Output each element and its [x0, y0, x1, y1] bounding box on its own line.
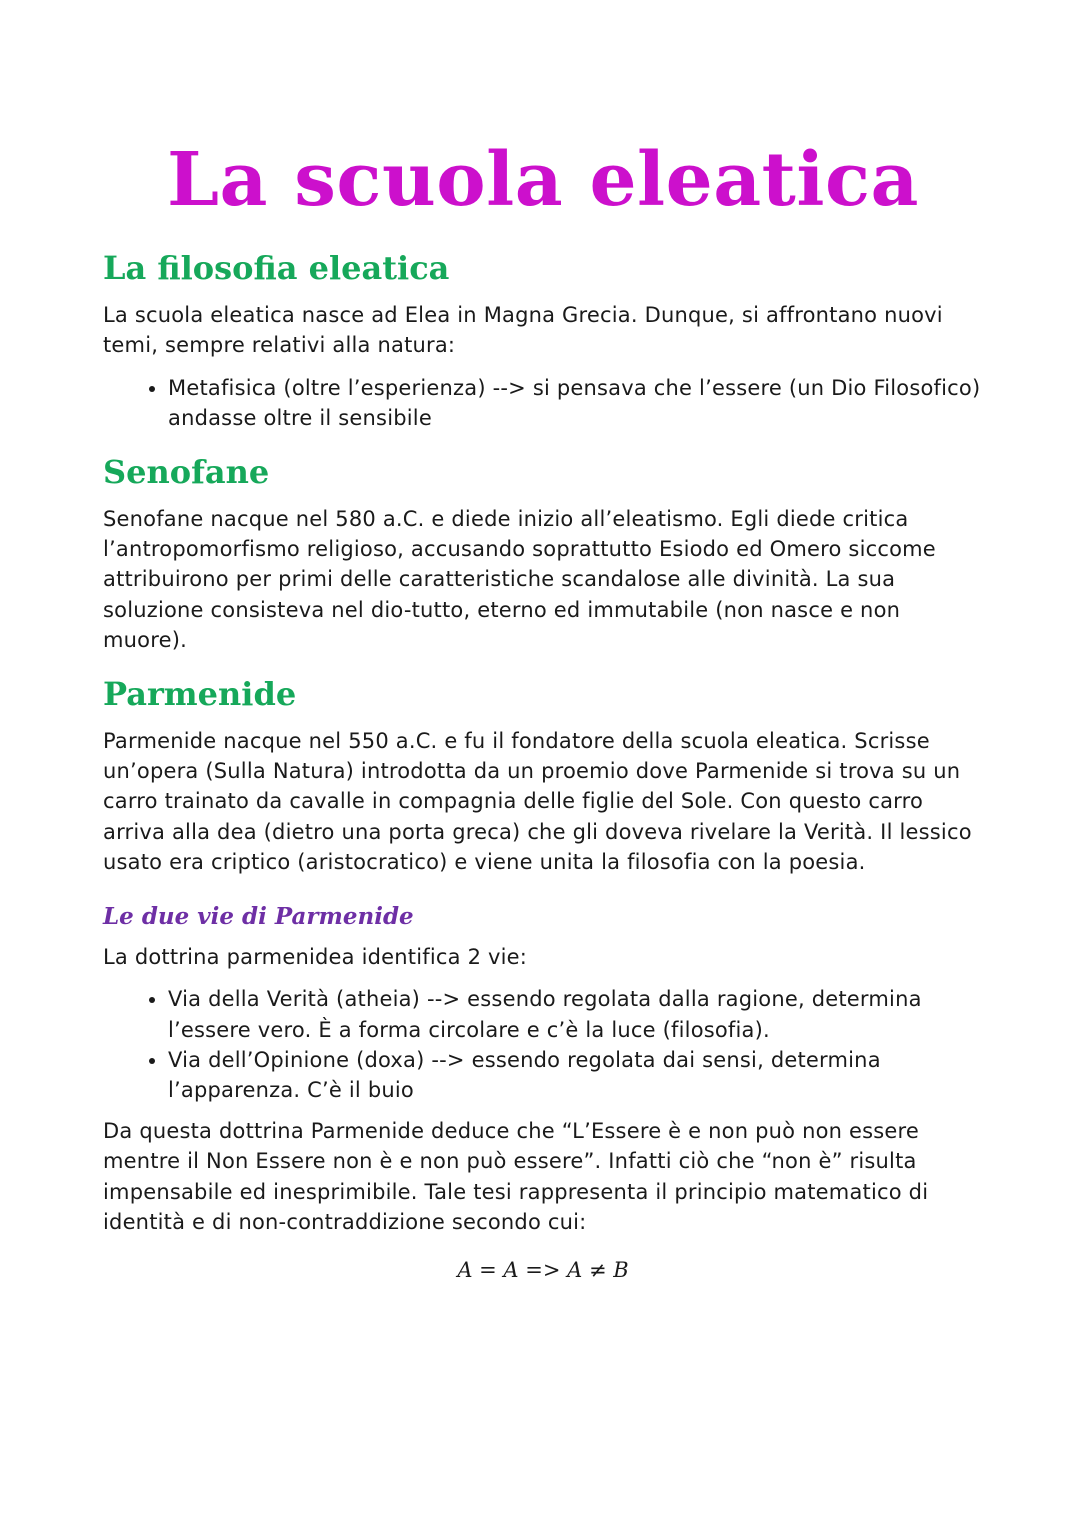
- section-heading: Senofane: [103, 452, 270, 491]
- section-filosofia-eleatica: [103, 248, 983, 434]
- document-page: [103, 130, 983, 1285]
- bullet-list: [103, 373, 983, 434]
- subsection-conclusion: Da questa dottrina Parmenide deduce che “L’Essere è e non può non essere mentre il Non Essere non è e non può essere”. Infatti ciò che “non è” risulta impensabile ed inesprimibile. Tale tesi rappresenta il principio matematico di identità e di non-contraddizione secondo cui:: [103, 1118, 929, 1234]
- section-heading: La filosofia eleatica: [103, 249, 450, 287]
- section-paragraph: Senofane nacque nel 580 a.C. e diede inizio all’eleatismo. Egli diede critica l’antropomorfismo religioso, accusando soprattutto Esiodo ed Omero siccome attribuirono per primi delle caratteristiche scandalose alle divinità. La sua soluzione consisteva nel dio-tutto, eterno ed immutabile (non nasce e non muore).: [103, 506, 936, 653]
- bullet-list: [103, 984, 983, 1106]
- section-heading: Parmenide: [103, 674, 297, 713]
- document-title: La scuola eleatica: [167, 137, 919, 223]
- section-senofane: [103, 452, 983, 656]
- subsection-heading: Le due vie di Parmenide: [103, 902, 414, 930]
- subsection-due-vie: [103, 902, 983, 1286]
- list-item: • Via dell’Opinione (doxa) --> essendo regolata dai sensi, determina l’apparenza. C’è il buio: [168, 1045, 983, 1106]
- subsection-intro: La dottrina parmenidea identifica 2 vie:: [103, 944, 528, 969]
- section-parmenide: [103, 674, 983, 878]
- list-item: • Metafisica (oltre l’esperienza) --> si pensava che l’essere (un Dio Filosofico) andasse oltre il sensibile: [168, 373, 983, 434]
- section-paragraph: La scuola eleatica nasce ad Elea in Magna Grecia. Dunque, si affrontano nuovi temi, sempre relativi alla natura:: [103, 303, 943, 358]
- formula: A = A => A ≠ B: [457, 1258, 629, 1283]
- section-paragraph: Parmenide nacque nel 550 a.C. e fu il fondatore della scuola eleatica. Scrisse un’opera (Sulla Natura) introdotta da un proemio dove Parmenide si trova su un carro trainato da cavalle in compagnia delle figlie del Sole. Con questo carro arriva alla dea (dietro una porta greca) che gli doveva rivelare la Verità. Il lessico usato era criptico (aristocratico) e viene unita la filosofia con la poesia.: [103, 728, 972, 875]
- list-item: • Via della Verità (atheia) --> essendo regolata dalla ragione, determina l’essere vero. È a forma circolare e c’è la luce (filosofia).: [168, 984, 983, 1045]
